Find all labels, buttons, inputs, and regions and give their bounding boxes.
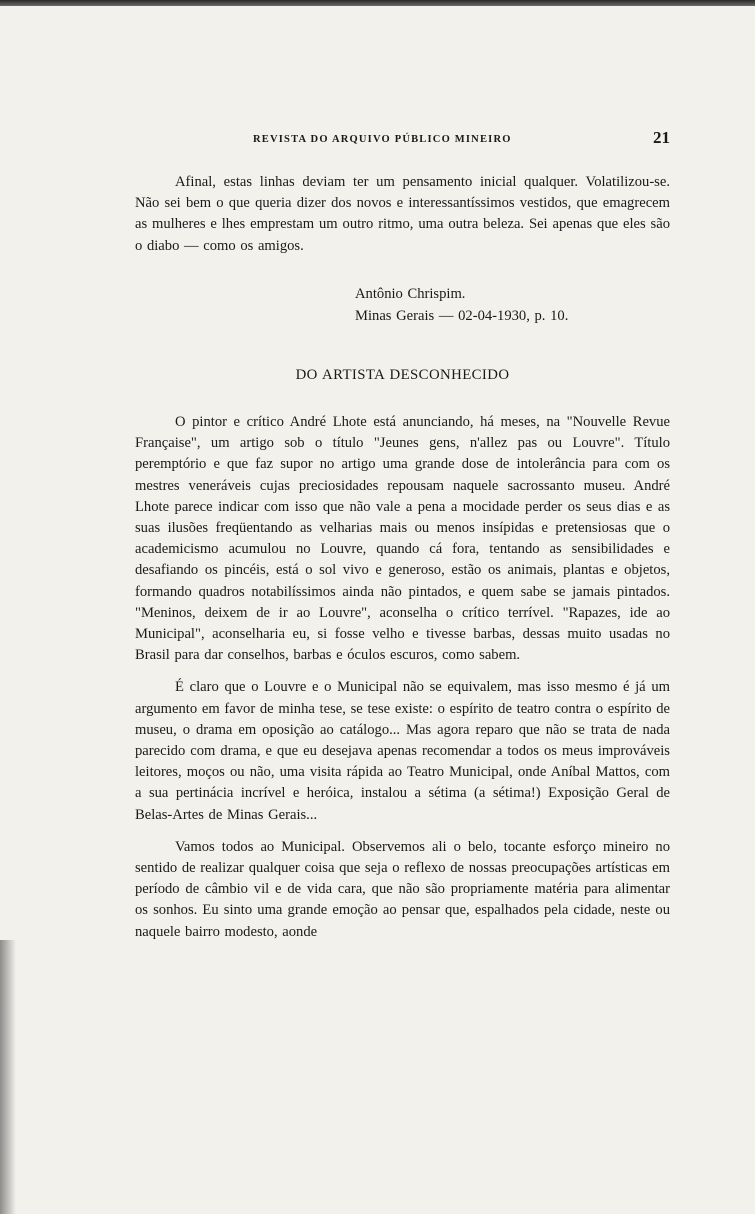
signature-author: Antônio Chrispim. xyxy=(355,285,466,302)
paragraph-2: É claro que o Louvre e o Municipal não se equivalem, mas isso mesmo é já um argumento em favor de minha tese, se tese existe: o espírito de teatro contra o espírito de museu, o drama em oposição ao catálogo... Mas agora reparo que não se trata de nada parecido com drama, e que eu desejava apenas recomendar a todos os meus improváveis leitores, moços ou não, uma visita rápida ao Teatro Municipal, onde Aníbal Mattos, com a sua pertinácia incrível e heróica, instalou a sétima (a sétima!) Exposição Geral de Belas-Artes de Minas Gerais... xyxy=(135,679,670,823)
body-text xyxy=(135,172,670,943)
signature-source: Minas Gerais — 02-04-1930, p. 10. xyxy=(355,307,569,324)
paragraph-1: O pintor e crítico André Lhote está anunciando, há meses, na "Nouvelle Revue Française", um artigo sob o título "Jeunes gens, n'allez pas ou Louvre". Título peremptório e que faz supor no artigo uma grande dose de intolerância para com os mestres veneráveis cujas preciosidades repousam naquele sacrossanto museu. André Lhote parece indicar com isso que não vale a pena a mocidade perder os seus dias e as suas ilusões freqüentando as velharias mais ou menos insípidas e pretensiosas que o academicismo acumulou no Louvre, quando cá fora, tentando as sensibilidades e desafiando os pincéis, está o sol vivo e generoso, estão os animais, plantas e objetos, formando quadros notabilíssimos ainda não pintados, e quem sabe se jamais pintados. "Meninos, deixem de ir ao Louvre", aconselha o crítico terrível. "Rapazes, ide ao Municipal", aconselharia eu, si fosse velho e tivesse barbas, dessas muito usadas no Brasil para dar conselhos, barbas e óculos escuros, como sabem. xyxy=(135,414,670,664)
running-header xyxy=(135,128,670,152)
paragraph-3: Vamos todos ao Municipal. Observemos ali o belo, tocante esforço mineiro no sentido de realizar qualquer coisa que seja o reflexo de nossas preocupações artísticas em período de câmbio vil e de vida cara, que não são propriamente matéria para alimentar os sonhos. Eu sinto uma grande emoção ao pensar que, espalhados pela cidade, neste ou naquele bairro modesto, aonde xyxy=(135,838,670,940)
page-edge-shadow xyxy=(0,940,16,1214)
page-number: 21 xyxy=(653,128,670,147)
journal-title: REVISTA DO ARQUIVO PÚBLICO MINEIRO xyxy=(253,134,512,145)
signature-block xyxy=(355,283,670,327)
top-edge-rule xyxy=(0,0,755,6)
section-title: DO ARTISTA DESCONHECIDO xyxy=(295,366,510,383)
intro-paragraph: Afinal, estas linhas deviam ter um pensamento inicial qualquer. Volatilizou-se. Não sei bem o que queria dizer dos novos e interessantíssimos vestidos, que emagrecem as mulheres e lhes emprestam um outro ritmo, uma outra beleza. Sei apenas que eles são o diabo — como os amigos. xyxy=(135,174,670,254)
